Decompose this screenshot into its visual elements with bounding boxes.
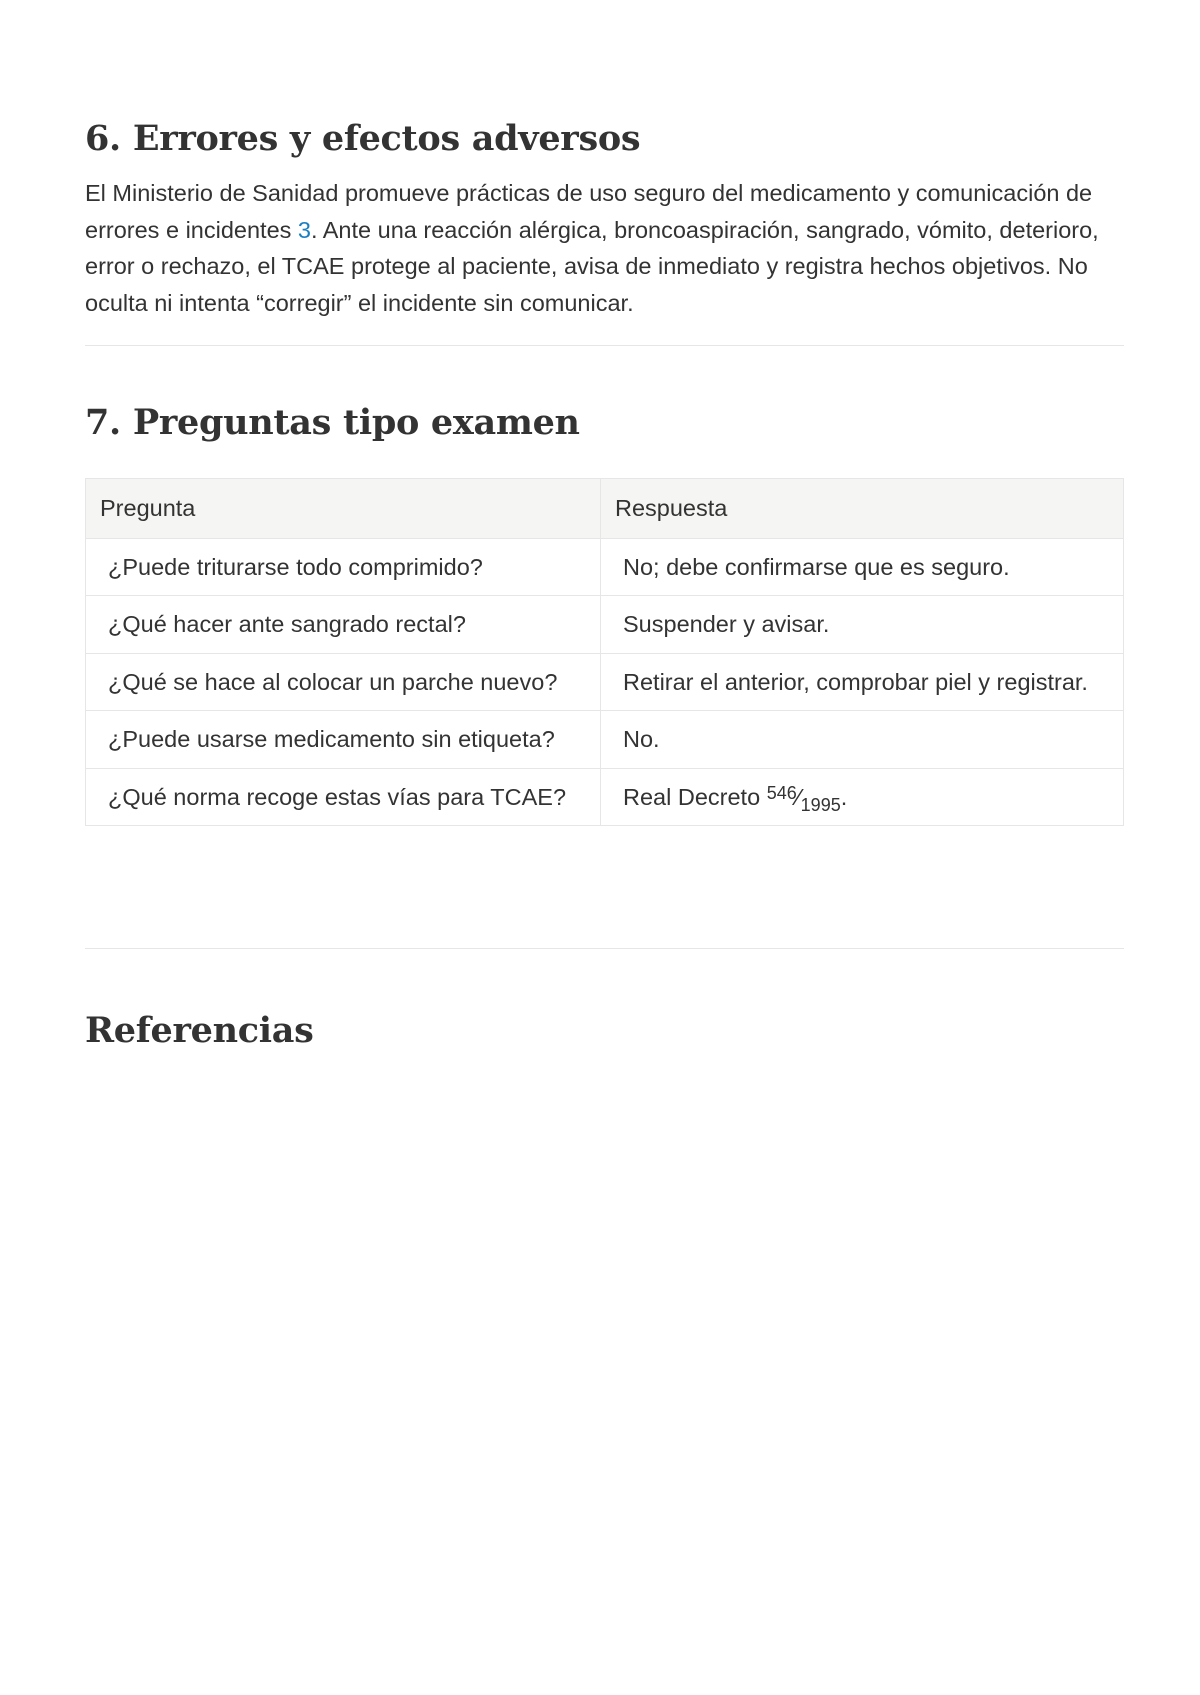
column-header-respuesta: Respuesta xyxy=(601,479,1124,539)
answer-suffix: . xyxy=(840,783,848,810)
decree-number-fraction xyxy=(766,782,841,815)
answer-prefix: Real Decreto xyxy=(623,783,767,810)
question-cell: ¿Qué norma recoge estas vías para TCAE? xyxy=(86,768,601,826)
fraction-numerator: 546 xyxy=(766,782,797,803)
table-row xyxy=(86,596,1124,654)
question-cell: ¿Puede triturarse todo comprimido? xyxy=(86,538,601,596)
answer-cell: Retirar el anterior, comprobar piel y registrar. xyxy=(601,653,1124,711)
question-cell: ¿Qué hacer ante sangrado rectal? xyxy=(86,596,601,654)
section-divider xyxy=(85,948,1124,949)
question-cell: ¿Puede usarse medicamento sin etiqueta? xyxy=(86,711,601,769)
column-header-pregunta: Pregunta xyxy=(86,479,601,539)
section-heading-preguntas: 7. Preguntas tipo examen xyxy=(85,402,580,443)
exam-questions-table xyxy=(85,478,1124,826)
answer-cell: Suspender y avisar. xyxy=(601,596,1124,654)
section-heading-errores: 6. Errores y efectos adversos xyxy=(85,118,641,159)
paragraph-text-end: . Ante una reacción alérgica, broncoaspiración, sangrado, vómito, deterioro, error o rechazo, el TCAE protege al paciente, avisa de inmediato y registra hechos objetivos. No oculta ni intenta “corregir” el incidente sin comunicar. xyxy=(85,216,1099,316)
table-row xyxy=(86,653,1124,711)
reference-link-3[interactable]: 3 xyxy=(297,216,311,243)
section-heading-referencias: Referencias xyxy=(85,1010,314,1051)
table-row xyxy=(86,711,1124,769)
table-row xyxy=(86,538,1124,596)
answer-cell: No; debe confirmarse que es seguro. xyxy=(601,538,1124,596)
table-header-row xyxy=(86,479,1124,539)
question-cell: ¿Qué se hace al colocar un parche nuevo? xyxy=(86,653,601,711)
fraction-slash: ⁄ xyxy=(796,783,801,810)
fraction-denominator: 1995 xyxy=(800,794,841,815)
answer-cell xyxy=(601,768,1124,826)
table-row xyxy=(86,768,1124,826)
section-paragraph-errores xyxy=(85,175,1124,321)
section-divider xyxy=(85,345,1124,346)
paragraph-text-start: El Ministerio de Sanidad promueve prácticas de uso seguro del medicamento y comunicación de errores e incidentes xyxy=(85,180,1093,243)
answer-cell: No. xyxy=(601,711,1124,769)
